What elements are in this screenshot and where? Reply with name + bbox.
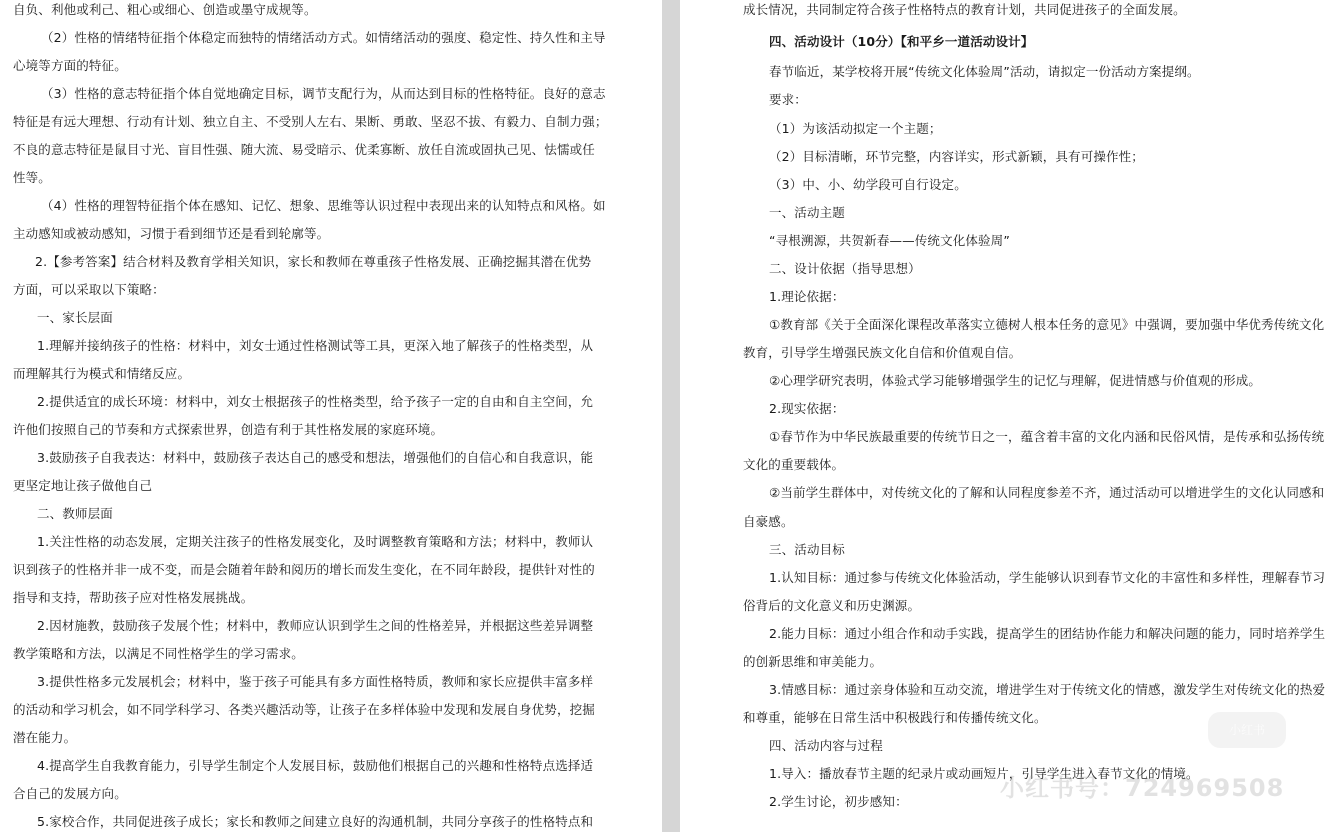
text-line: 1.理论依据： <box>769 289 845 304</box>
section-heading: 四、活动设计（10分）【和平乡一道活动设计】 <box>769 34 1034 49</box>
text-line: 4.提高学生自我教育能力，引导学生制定个人发展目标，鼓励他们根据自己的兴趣和性格特点选择适 <box>37 758 594 773</box>
text-line: 2.能力目标：通过小组合作和动手实践，提高学生的团结协作能力和解决问题的能力，同时培养学生 <box>769 626 1326 641</box>
text-line: 识到孩子的性格并非一成不变，而是会随着年龄和阅历的增长而发生变化，在不同年龄段，提供针对性的 <box>13 562 595 577</box>
text-line: 2.提供适宜的成长环境：材料中，刘女士根据孩子的性格类型，给予孩子一定的自由和自主空间，允 <box>37 394 594 409</box>
text-line: 合自己的发展方向。 <box>13 786 127 801</box>
text-line: 不良的意志特征是鼠目寸光、盲目性强、随大流、易受暗示、优柔寡断、放任自流或固执己见、怯懦或任 <box>13 142 595 157</box>
text-line: 3.提供性格多元发展机会；材料中，鉴于孩子可能具有多方面性格特质，教师和家长应提供丰富多样 <box>37 674 594 689</box>
text-line: （1）为该活动拟定一个主题； <box>769 121 942 136</box>
text-line: 方面，可以采取以下策略： <box>13 282 165 297</box>
text-line: 自负、利他或利己、粗心或细心、创造或墨守成规等。 <box>13 2 317 17</box>
text-line: 1.关注性格的动态发展，定期关注孩子的性格发展变化，及时调整教育策略和方法；材料中，教师认 <box>37 534 594 549</box>
text-line: （2）性格的情绪特征指个体稳定而独特的情绪活动方式。如情绪活动的强度、稳定性、持久性和主导 <box>41 30 606 45</box>
text-line: 2.学生讨论，初步感知： <box>769 794 908 809</box>
left-document-page <box>0 0 662 832</box>
text-line: 1.认知目标：通过参与传统文化体验活动，学生能够认识到春节文化的丰富性和多样性，理解春节习 <box>769 570 1326 585</box>
text-line: 主动感知或被动感知，习惯于看到细节还是看到轮廓等。 <box>13 226 330 241</box>
watermark-badge: 小红书 <box>1208 712 1286 748</box>
text-line: （4）性格的理智特征指个体在感知、记忆、想象、思维等认识过程中表现出来的认知特点和风格。如 <box>41 198 606 213</box>
text-line: 教育，引导学生增强民族文化自信和价值观自信。 <box>743 345 1022 360</box>
text-line: 1.理解并接纳孩子的性格：材料中，刘女士通过性格测试等工具，更深入地了解孩子的性格类型，从 <box>37 338 594 353</box>
section-heading: 一、活动主题 <box>769 205 845 220</box>
text-line: 文化的重要载体。 <box>743 457 845 472</box>
text-line: ②当前学生群体中，对传统文化的了解和认同程度参差不齐，通过活动可以增进学生的文化认同感和 <box>769 485 1325 500</box>
text-line: 3.鼓励孩子自我表达：材料中，鼓励孩子表达自己的感受和想法，增强他们的自信心和自我意识，能 <box>37 450 594 465</box>
text-line: 许他们按照自己的节奏和方式探索世界，创造有利于其性格发展的家庭环境。 <box>13 422 444 437</box>
watermark-text: 小红书号：724969508 <box>1000 774 1285 802</box>
text-line: 1.导入：播放春节主题的纪录片或动画短片，引导学生进入春节文化的情境。 <box>769 766 1199 781</box>
section-heading: 二、教师层面 <box>37 506 113 521</box>
text-line: 的创新思维和审美能力。 <box>743 654 883 669</box>
text-line: 的活动和学习机会，如不同学科学习、各类兴趣活动等，让孩子在多样体验中发现和发展自身优势，挖掘 <box>13 702 595 717</box>
text-line: 特征是有远大理想、行动有计划、独立自主、不受别人左右、果断、勇敢、坚忍不拔、有毅力、自制力强； <box>13 114 608 129</box>
text-line: 3.情感目标：通过亲身体验和互动交流，增进学生对于传统文化的情感，激发学生对传统文化的热爱 <box>769 682 1326 697</box>
text-line: ①春节作为中华民族最重要的传统节日之一，蕴含着丰富的文化内涵和民俗风情，是传承和弘扬传统 <box>769 429 1325 444</box>
text-line: 5.家校合作，共同促进孩子成长；家长和教师之间建立良好的沟通机制，共同分享孩子的性格特点和 <box>37 814 594 829</box>
section-heading: 二、设计依据（指导思想） <box>769 261 921 276</box>
section-heading: 四、活动内容与过程 <box>769 738 883 753</box>
text-line: （3）性格的意志特征指个体自觉地确定目标，调节支配行为，从而达到目标的性格特征。良好的意志 <box>41 86 606 101</box>
right-document-page <box>680 0 1330 832</box>
text-line: 潜在能力。 <box>13 730 77 745</box>
text-line: 心境等方面的特征。 <box>13 58 127 73</box>
text-line: 和尊重，能够在日常生活中积极践行和传播传统文化。 <box>743 710 1047 725</box>
text-line: （3）中、小、幼学段可自行设定。 <box>769 177 967 192</box>
text-line: （2）目标清晰，环节完整，内容详实，形式新颖，具有可操作性； <box>769 149 1144 164</box>
text-line: 成长情况，共同制定符合孩子性格特点的教育计划，共同促进孩子的全面发展。 <box>743 2 1186 17</box>
section-heading: 一、家长层面 <box>37 310 113 325</box>
text-line: 而理解其行为模式和情绪反应。 <box>13 366 191 381</box>
text-line: 性等。 <box>13 170 51 185</box>
text-line: 2.因材施教，鼓励孩子发展个性；材料中，教师应认识到学生之间的性格差异，并根据这些差异调整 <box>37 618 594 633</box>
text-line: 更坚定地让孩子做他自己 <box>13 478 153 493</box>
text-line: 指导和支持，帮助孩子应对性格发展挑战。 <box>13 590 254 605</box>
text-line: 2.现实依据： <box>769 401 845 416</box>
text-line: “寻根溯源，共贺新春——传统文化体验周” <box>769 233 1010 248</box>
text-line: 自豪感。 <box>743 514 794 529</box>
text-line: ②心理学研究表明，体验式学习能够增强学生的记忆与理解，促进情感与价值观的形成。 <box>769 373 1262 388</box>
text-line: 2.【参考答案】结合材料及教育学相关知识，家长和教师在尊重孩子性格发展、正确挖掘其潜在优势 <box>35 254 592 269</box>
text-line: ①教育部《关于全面深化课程改革落实立德树人根本任务的意见》中强调，要加强中华优秀传统文化 <box>769 317 1325 332</box>
text-line: 教学策略和方法，以满足不同性格学生的学习需求。 <box>13 646 304 661</box>
text-line: 俗背后的文化意义和历史渊源。 <box>743 598 921 613</box>
section-heading: 三、活动目标 <box>769 542 845 557</box>
text-line: 要求： <box>769 92 807 107</box>
text-line: 春节临近，某学校将开展“传统文化体验周”活动，请拟定一份活动方案提纲。 <box>769 64 1200 79</box>
